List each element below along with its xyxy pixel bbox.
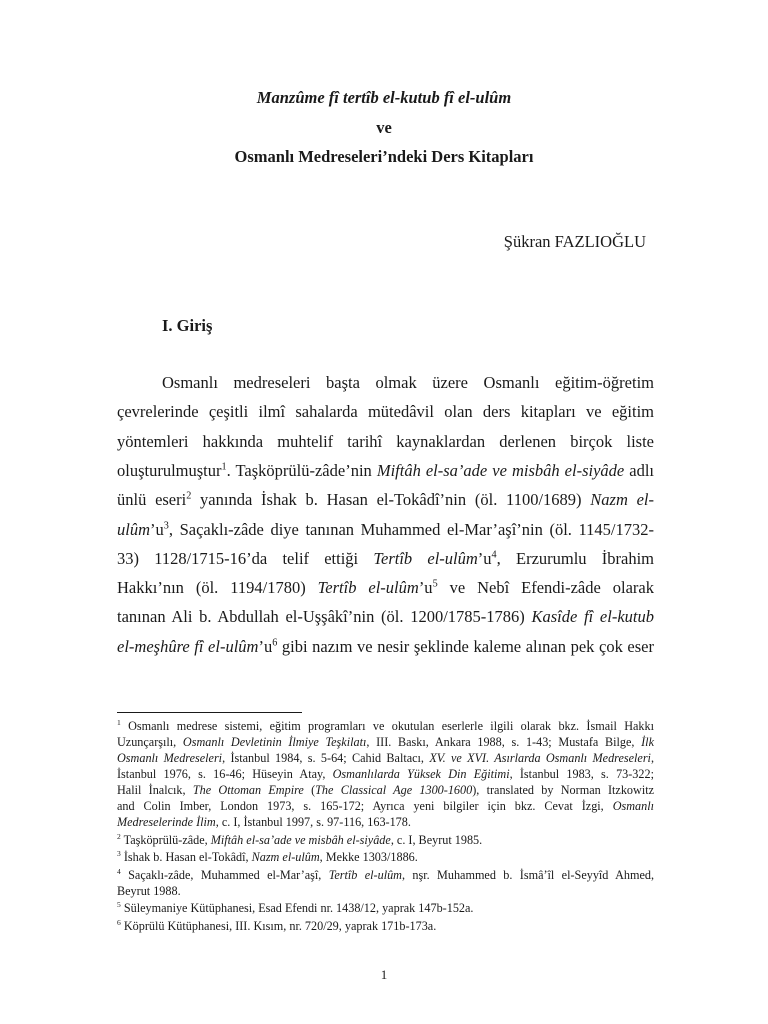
title-line-3: Osmanlı Medreseleri’ndeki Ders Kitapları: [234, 147, 534, 166]
title-line-2: ve: [376, 118, 392, 137]
footnote-separator: [117, 712, 302, 713]
footnote: $^3$ İshak b. Hasan el-Tokâdî, Nazm el-ulûm, Mekke 1303/1886.: [117, 848, 418, 864]
page-number: 1: [380, 967, 388, 982]
body-line: tanınan Ali b. Abdullah el-Uşşâkî’nin (öl. 1200/1785-1786) Kasîde fî el-kutub: [117, 607, 654, 627]
footnote-number: 1: [117, 717, 121, 727]
footnote-number: 6: [117, 917, 121, 927]
footnote: $^2$ Taşköprülü-zâde, Miftâh el-sa’ade ve misbâh el-siyâde, c. I, Beyrut 1985.: [117, 831, 483, 847]
footnote: $^6$ Köprülü Kütüphanesi, III. Kısım, nr. 720/29, yaprak 171b-173a.: [117, 917, 437, 933]
author-name: Şükran FAZLIOĞLU: [503, 232, 646, 251]
section-heading: I. Giriş: [162, 316, 213, 335]
title-line-1: Manzûme fî tertîb el-kutub fî el-ulûm: [256, 88, 512, 107]
body-line: Hakkı’nın (öl. 1194/1780) Tertîb $el-ulûm’u^5$ ve Nebî Efendi-zâde olarak: [117, 578, 654, 598]
footnote-number: 2: [117, 831, 121, 841]
footnote: $^4$ Saçaklı-zâde, Muhammed el-Mar’aşî, Tertîb el-ulûm, nşr. Muhammed b. İsmâ’îl el-Seyyîd Ahmed, Beyrut 1988.: [117, 866, 655, 898]
footnote-number: 3: [117, 848, 121, 858]
body-line: 33) 1128/1715-16’da telif ettiği Tertîb $el-ulûm’u^4$, Erzurumlu İbrahim: [117, 548, 654, 568]
footnote-number: 4: [117, 866, 121, 876]
footnote: $^1$ Osmanlı medrese sistemi, eğitim programları ve okutulan eserlerle ilgili olarak bkz. İsmail Hakkı Uzunçarşılı, Osmanlı Devletinin İlmiye Teşkilatı, III. Baskı, Ankara 1988, s. 1-43; Mustafa Bilge, İlk Osmanlı Medreseleri, İstanbul 1984, s. 5-64; Cahid Baltacı, XV. ve XVI. Asırlarda Osmanlı Medreseleri, İstanbul 1976, s. 16-46; Hüseyin Atay, Osmanlılarda Yüksek Din Eğitimi, İstanbul 1983, s. 73-322; Halil İnalcık, The Ottoman Empire (The Classical Age 1300-1600), translated by Norman Itzkowitz and Colin Imber, London 1973, s. 165-172; Ayrıca yeni bilgiler için bkz. Cevat İzgi, Osmanlı Medreselerinde İlim, c. I, İstanbul 1997, s. 97-116, 163-178.: [117, 717, 655, 829]
footnote-number: 5: [117, 899, 121, 909]
footnote: $^5$ Süleymaniye Kütüphanesi, Esad Efendi nr. 1438/12, yaprak 147b-152a.: [117, 899, 474, 915]
body-line: Osmanlı medreseleri başta olmak üzere Osmanlı eğitim-öğretim: [162, 373, 654, 392]
body-line: oluşturulmuştur$^1$. Taşköprülü-zâde’nin Miftâh el-sa’ade ve misbâh el-siyâde adlı: [117, 460, 655, 480]
body-line: el-meşhûre fî $el-ulûm’u^6$ gibi nazım ve nesir şeklinde kaleme alınan pek çok eser: [117, 636, 654, 656]
body-line: çevrelerinde çeşitli ilmî sahalarda mütedâvil olan ders kitapları ve eğitim: [117, 402, 654, 422]
body-line: ünlü eseri$^2$ yanında İshak b. Hasan el-Tokâdî’nin (öl. 1100/1689) Nazm el-: [117, 490, 654, 510]
body-line: $ulûm’u^3$, Saçaklı-zâde diye tanınan Muhammed el-Mar’aşî’nin (öl. 1145/1732-: [117, 519, 654, 539]
body-line: yöntemleri hakkında muhtelif tarihî kaynaklardan derlenen birçok liste: [117, 431, 654, 451]
